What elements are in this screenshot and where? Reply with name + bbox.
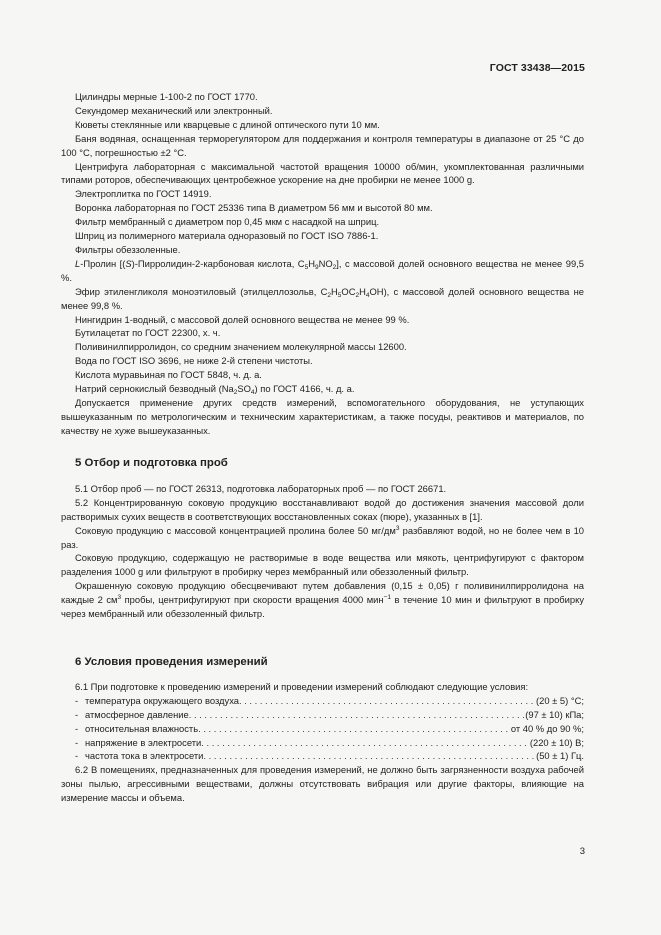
condition-value: от 40 % до 90 %; xyxy=(510,722,584,734)
condition-label: относительная влажность xyxy=(85,722,199,734)
reagent-item: Поливинилпирролидон, со средним значением молекулярной массы 12600. xyxy=(75,341,407,353)
standard-header: ГОСТ 33438—2015 xyxy=(489,62,585,74)
equipment-item: Цилиндры мерные 1-100-2 по ГОСТ 1770. xyxy=(75,91,258,102)
section-6-2: 6.2 В помещениях, предназначенных для проведения измерений, не должно быть загрязненности воздуха рабочей зоны пылью, агрессивными веществами, должны отсутствовать вибрация или другие факторы, влияющие на измерение массы и объема. xyxy=(61,764,584,804)
condition-label: атмосферное давление xyxy=(85,708,189,720)
reagent-item: Нингидрин 1-водный, с массовой долей основного вещества не менее 99 %. xyxy=(75,313,410,325)
equipment-item: Кюветы стеклянные или кварцевые с длиной оптического пути 10 мм. xyxy=(75,118,380,130)
section-6-title: 6 Условия проведения измерений xyxy=(75,656,268,668)
proline-item: L-Пролин [(S)-Пирролидин-2-карбоновая кислота, $C_5H_9NO_2$], с массовой долей основного вещества не менее 99,5 %. xyxy=(61,257,584,283)
condition-label: температура окружающего воздуха xyxy=(85,694,239,706)
condition-value: (220 ± 10) В; xyxy=(529,736,584,748)
equipment-item: Баня водяная, оснащенная терморегулятором для поддержания и контроля температуры в диапазоне от 25 °C до 100 °C, погрешностью ±2 °C. xyxy=(61,132,584,158)
reagent-item: Вода по ГОСТ ISO 3696, не ниже 2-й степени чистоты. xyxy=(75,355,313,367)
document-body xyxy=(61,90,585,804)
section-6 xyxy=(61,656,584,805)
condition-row: - частота тока в электросети . . . (50 ± 1) Гц. xyxy=(61,749,584,763)
section-5-decolor: Окрашенную соковую продукцию обесцвечивают путем добавления (0,15 ± 0,05) г поливинилпирролидона на каждые 2 $см^3$ пробы, центрифугируют при скорости вращения 4000 мин$^{-1}$ в течение 10 мин и фильтруют в пробирку через мембранный или обеззоленный фильтр. xyxy=(61,580,585,620)
condition-row: - атмосферное давление . . . (97 ± 10) кПа; xyxy=(61,708,584,722)
ether-item: Эфир этиленгликоля моноэтиловый (этилцеллозольв, $C_2H_5OC_2H_4OH$), с массовой долей основного вещества не менее 99,8 %. xyxy=(61,285,584,311)
equipment-item: Фильтры обеззоленные. xyxy=(75,243,181,255)
section-5-1: 5.1 Отбор проб — по ГОСТ 26313, подготовка лабораторных проб — по ГОСТ 26671. xyxy=(75,482,447,494)
equipment-item: Фильтр мембранный с диаметром пор 0,45 мкм с насадкой на шприц. xyxy=(75,216,380,228)
condition-value: (20 ± 5) °C; xyxy=(536,694,584,706)
condition-value: (97 ± 10) кПа; xyxy=(525,708,584,720)
allowance-paragraph: Допускается применение других средств измерений, вспомогательного оборудования, не уступающих вышеуказанным по метрологическим и техническим характеристикам, а также посуды, реактивов и материалов, по качеству не хуже вышеуказанных. xyxy=(61,396,584,436)
condition-value: (50 ± 1) Гц. xyxy=(536,750,584,762)
equipment-item: Центрифуга лабораторная с максимальной частотой вращения 10000 об/мин, укомплектованная различными типами роторов, обеспечивающих центробежное ускорение на дне пробирки не менее 1000 g. xyxy=(61,160,584,186)
equipment-item: Воронка лабораторная по ГОСТ 25336 типа В диаметром 56 мм и высотой 80 мм. xyxy=(75,202,433,214)
condition-row: - относительная влажность . . . от 40 % до 90 %; xyxy=(61,722,584,736)
section-6-1: 6.1 При подготовке к проведению измерений и проведении измерений соблюдают следующие условия: xyxy=(75,680,529,692)
condition-label: напряжение в электросети xyxy=(85,736,202,748)
section-5-concentration: Соковую продукцию с массовой концентрацией пролина более 50 $мг/дм^3$ разбавляют водой, но не более чем в 10 раз. xyxy=(61,524,584,550)
section-5-2: 5.2 Концентрированную соковую продукцию восстанавливают водой до достижения значения массовой доли растворимых сухих веществ в соответствующих восстановленных соках (пюре), указанных в [1]. xyxy=(61,496,584,522)
section-5 xyxy=(61,457,584,621)
reagent-item: Кислота муравьиная по ГОСТ 5848, ч. д. а. xyxy=(75,369,262,381)
section-5-centrifuge: Соковую продукцию, содержащую не растворимые в воде вещества или мякоть, центрифугируют с фактором разделения 1000 g или фильтруют в пробирку через мембранный или обеззоленный фильтр. xyxy=(61,552,584,578)
equipment-item: Секундомер механический или электронный. xyxy=(75,104,273,116)
condition-label: частота тока в электросети xyxy=(85,750,204,762)
reagent-item: Бутилацетат по ГОСТ 22300, х. ч. xyxy=(75,327,221,339)
page-number: 3 xyxy=(579,846,585,857)
condition-row: - температура окружающего воздуха . . . (20 ± 5) °C; xyxy=(61,694,584,708)
condition-row: - напряжение в электросети . . . (220 ± 10) В; xyxy=(61,736,584,750)
sodium-item: Натрий сернокислый безводный $(Na_2SO_4)$ по ГОСТ 4166, ч. д. а. xyxy=(75,383,355,397)
equipment-item: Электроплитка по ГОСТ 14919. xyxy=(75,188,212,200)
equipment-item: Шприц из полимерного материала одноразовый по ГОСТ ISO 7886-1. xyxy=(75,230,379,242)
section-5-title: 5 Отбор и подготовка проб xyxy=(75,457,228,469)
